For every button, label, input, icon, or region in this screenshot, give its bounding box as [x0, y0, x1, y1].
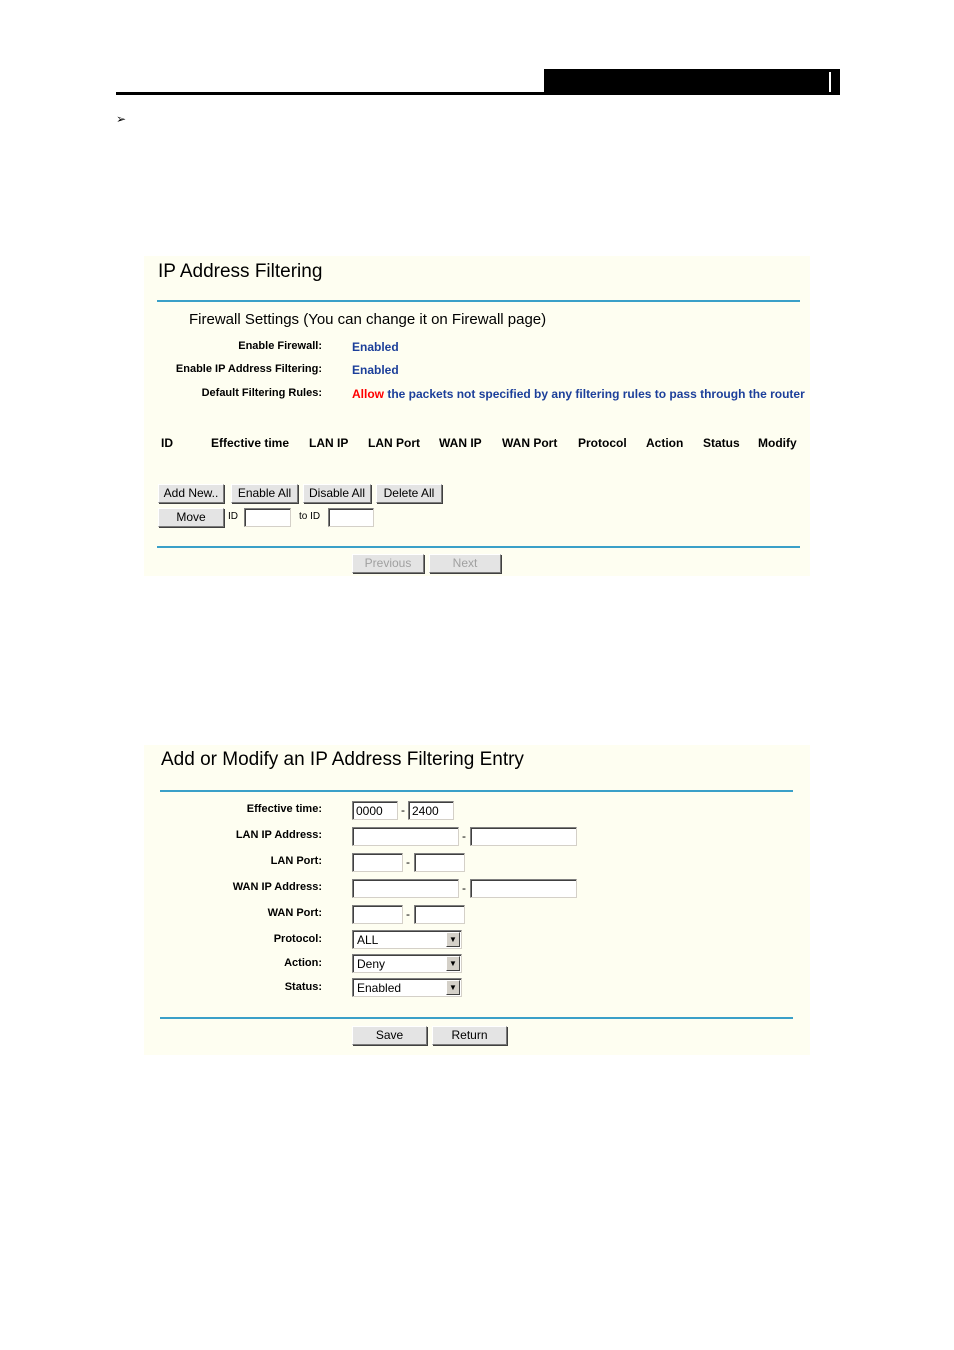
- action-select[interactable]: [352, 954, 462, 973]
- ip-filtering-panel: [144, 256, 810, 576]
- lan-ip-dash: -: [462, 829, 466, 843]
- move-to-id-input[interactable]: [328, 508, 374, 527]
- header-bar-mark: [829, 72, 831, 92]
- protocol-select[interactable]: [352, 930, 462, 949]
- chevron-down-icon[interactable]: ▼: [446, 932, 460, 947]
- enable-firewall-value: Enabled: [352, 340, 399, 354]
- default-rules-action: Allow: [352, 387, 384, 401]
- effective-time-end-input[interactable]: [408, 801, 454, 820]
- chevron-down-icon[interactable]: ▼: [446, 956, 460, 971]
- disable-all-button[interactable]: Disable All: [303, 484, 371, 503]
- default-rules-label: Default Filtering Rules:: [201, 387, 322, 399]
- page-title: IP Address Filtering: [158, 261, 323, 282]
- return-button[interactable]: Return: [432, 1026, 507, 1045]
- action-label: Action:: [284, 957, 322, 969]
- default-rules-value: [352, 387, 805, 401]
- add-new-button[interactable]: Add New..: [158, 484, 224, 503]
- bullet-arrow-icon: ➢: [116, 112, 127, 126]
- protocol-selected-value: ALL: [357, 933, 379, 947]
- chevron-down-icon[interactable]: ▼: [446, 980, 460, 995]
- status-select[interactable]: [352, 978, 462, 997]
- col-status: Status: [703, 436, 740, 450]
- wan-port-dash: -: [406, 907, 410, 921]
- next-button[interactable]: Next: [429, 554, 501, 573]
- edit-bottom-divider: [160, 1017, 793, 1019]
- status-label: Status:: [284, 981, 322, 993]
- wan-ip-start-input[interactable]: [352, 879, 459, 898]
- previous-button[interactable]: Previous: [352, 554, 424, 573]
- col-effective-time: Effective time: [211, 436, 290, 450]
- lan-port-label: LAN Port:: [270, 855, 322, 867]
- col-protocol: Protocol: [578, 436, 627, 450]
- save-button[interactable]: Save: [352, 1026, 427, 1045]
- header-rule: [116, 92, 840, 95]
- col-wan-port: WAN Port: [502, 436, 558, 450]
- wan-ip-end-input[interactable]: [470, 879, 577, 898]
- wan-ip-label: WAN IP Address:: [232, 881, 322, 893]
- col-lan-ip: LAN IP: [309, 436, 349, 450]
- edit-title-divider: [160, 790, 793, 792]
- wan-port-label: WAN Port:: [267, 907, 322, 919]
- delete-all-button[interactable]: Delete All: [376, 484, 442, 503]
- enable-ip-filter-label: Enable IP Address Filtering:: [175, 363, 322, 375]
- move-button[interactable]: Move: [158, 508, 224, 527]
- col-lan-port: LAN Port: [368, 436, 420, 450]
- wan-port-end-input[interactable]: [414, 905, 465, 924]
- title-divider: [157, 300, 800, 302]
- col-action: Action: [646, 436, 684, 450]
- enable-firewall-label: Enable Firewall:: [238, 340, 322, 352]
- protocol-label: Protocol:: [273, 933, 322, 945]
- effective-time-start-input[interactable]: [352, 801, 398, 820]
- lan-port-dash: -: [406, 855, 410, 869]
- default-rules-text: the packets not specified by any filtering rules to pass through the router: [387, 387, 805, 401]
- lan-ip-label: LAN IP Address:: [235, 829, 322, 841]
- action-selected-value: Deny: [357, 957, 386, 971]
- firewall-settings-heading: Firewall Settings (You can change it on Firewall page): [189, 311, 547, 328]
- effective-time-dash: -: [401, 803, 405, 817]
- enable-ip-filter-value: Enabled: [352, 363, 399, 377]
- bottom-divider: [157, 546, 800, 548]
- lan-ip-start-input[interactable]: [352, 827, 459, 846]
- move-to-label: to ID: [299, 511, 321, 522]
- lan-port-end-input[interactable]: [414, 853, 465, 872]
- col-wan-ip: WAN IP: [439, 436, 482, 450]
- status-selected-value: Enabled: [357, 981, 402, 995]
- wan-ip-dash: -: [462, 881, 466, 895]
- lan-port-start-input[interactable]: [352, 853, 403, 872]
- col-modify: Modify: [758, 436, 797, 450]
- lan-ip-end-input[interactable]: [470, 827, 577, 846]
- enable-all-button[interactable]: Enable All: [231, 484, 298, 503]
- effective-time-label: Effective time:: [246, 803, 322, 815]
- wan-port-start-input[interactable]: [352, 905, 403, 924]
- move-id-label: ID: [228, 511, 238, 522]
- col-id: ID: [161, 436, 173, 450]
- move-from-id-input[interactable]: [244, 508, 291, 527]
- edit-page-title: Add or Modify an IP Address Filtering Entry: [161, 749, 524, 770]
